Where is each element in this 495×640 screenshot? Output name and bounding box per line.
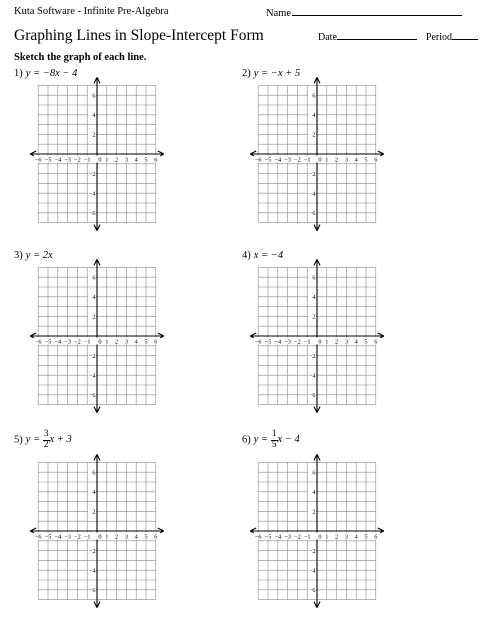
x-tick-label: −1 [83,533,91,541]
x-tick-label: −2 [74,156,81,164]
y-tick-label: 6 [92,469,96,477]
problem-number: 6) [242,434,251,446]
x-tick-label: 0 [98,156,102,164]
y-tick-label: −4 [308,190,316,198]
y-tick-label: −6 [308,392,316,400]
x-tick-label: 5 [144,156,148,164]
x-tick-label: 2 [335,156,339,164]
x-tick-label: −5 [264,156,272,164]
y-tick-label: −4 [88,567,96,575]
problem-number: 5) [14,434,23,446]
x-tick-label: 5 [144,533,148,541]
x-tick-label: −4 [274,338,282,346]
equation-lhs: y [25,68,31,79]
slope-fraction [43,430,50,450]
x-tick-label: 3 [344,533,348,541]
y-tick-label: −4 [88,372,96,380]
y-tick-label: −4 [308,372,316,380]
x-tick-label: 6 [154,533,158,541]
x-tick-label: 1 [325,338,329,346]
x-tick-label: −6 [254,338,262,346]
equation-lhs: x [253,250,259,261]
problem-3: 3) y = 2x [14,250,53,261]
problem-1: 1) y = −8x − 4 [14,68,78,79]
equation-rhs: x − 4 [277,434,300,446]
fraction-numerator: 3 [43,429,49,439]
equation-lhs: y [25,434,31,446]
x-tick-label: −6 [34,156,42,164]
x-tick-label: 0 [318,338,322,346]
x-tick-label: −3 [284,156,291,164]
x-tick-label: 5 [364,156,368,164]
y-tick-label: 2 [92,131,96,139]
graph-6[interactable] [253,465,381,605]
y-tick-label: 4 [312,489,316,497]
problem-number: 2) [242,68,251,79]
y-tick-label: −2 [88,352,96,360]
y-tick-label: 2 [92,313,96,321]
period-blank[interactable] [452,31,478,40]
page-title: Graphing Lines in Slope-Intercept Form [14,27,264,44]
fraction-numerator: 1 [271,429,277,439]
y-tick-label: 4 [92,112,96,120]
x-tick-label: 0 [98,338,102,346]
y-tick-label: −2 [308,352,316,360]
x-tick-label: −3 [64,338,71,346]
x-tick-label: −6 [254,533,262,541]
x-tick-label: 1 [105,338,109,346]
x-tick-label: −6 [34,338,42,346]
y-tick-label: −6 [88,210,96,218]
name-label: Name [266,8,292,19]
x-tick-label: −5 [264,338,272,346]
y-tick-label: 4 [312,294,316,302]
x-tick-label: −5 [44,533,52,541]
x-tick-label: 2 [115,533,119,541]
x-tick-label: 6 [374,156,378,164]
problem-2: 2) y = −x + 5 [242,68,301,79]
x-tick-label: 5 [364,338,368,346]
y-tick-label: 2 [312,131,316,139]
name-blank[interactable] [292,6,462,16]
x-tick-label: 2 [115,156,119,164]
y-tick-label: 2 [312,508,316,516]
slope-fraction [271,430,278,450]
date-label: Date [318,32,337,43]
equation-rhs: −x + 5 [270,68,301,79]
x-tick-label: 4 [134,156,138,164]
equation-lhs: y [253,434,259,446]
x-tick-label: −6 [34,533,42,541]
y-tick-label: 6 [92,274,96,282]
y-tick-label: 2 [92,508,96,516]
y-tick-label: −4 [308,567,316,575]
x-tick-label: 5 [144,338,148,346]
x-tick-label: 2 [115,338,119,346]
x-tick-label: 2 [335,338,339,346]
x-tick-label: −2 [294,156,301,164]
x-tick-label: 1 [105,156,109,164]
graph-5[interactable] [33,465,161,605]
x-tick-label: 0 [318,533,322,541]
y-tick-label: −4 [88,190,96,198]
x-tick-label: 3 [344,338,348,346]
y-tick-label: 6 [312,274,316,282]
x-tick-label: −1 [303,533,311,541]
equation-lhs: y [253,68,259,79]
x-tick-label: −5 [44,338,52,346]
name-field[interactable] [266,6,462,19]
fraction-denominator: 5 [271,439,277,450]
worksheet-source: Kuta Software - Infinite Pre-Algebra [14,6,169,17]
x-tick-label: 4 [134,338,138,346]
x-tick-label: 0 [318,156,322,164]
y-tick-label: −2 [88,547,96,555]
equation-lhs: y [25,250,31,261]
x-tick-label: −1 [303,156,311,164]
x-tick-label: 4 [134,533,138,541]
period-label: Period [425,32,452,43]
x-tick-label: 4 [354,533,358,541]
x-tick-label: −5 [264,533,272,541]
y-tick-label: 6 [312,92,316,100]
x-tick-label: −3 [64,156,71,164]
x-tick-label: 4 [354,338,358,346]
problem-number: 4) [242,250,251,261]
equation-rhs: 2x [42,250,53,261]
problem-number: 1) [14,68,23,79]
problem-number: 3) [14,250,23,261]
y-tick-label: −2 [308,547,316,555]
x-tick-label: 6 [154,338,158,346]
x-tick-label: 6 [374,338,378,346]
x-tick-label: 0 [98,533,102,541]
x-tick-label: 6 [154,156,158,164]
x-tick-label: −2 [294,533,301,541]
y-tick-label: −6 [308,587,316,595]
y-tick-label: −2 [308,170,316,178]
x-tick-label: 3 [124,338,128,346]
problem-6: 6) y = $\frac{1}{5}$ x − 4 [242,429,300,450]
y-tick-label: 6 [312,469,316,477]
x-tick-label: 1 [325,156,329,164]
x-tick-label: 3 [124,533,128,541]
x-tick-label: 2 [335,533,339,541]
y-tick-label: 4 [92,489,96,497]
y-tick-label: −2 [88,170,96,178]
x-tick-label: 1 [105,533,109,541]
x-tick-label: −3 [284,533,291,541]
instructions: Sketch the graph of each line. [14,52,147,63]
graph-2[interactable] [253,88,381,228]
graph-1[interactable] [33,88,161,228]
y-tick-label: −6 [88,392,96,400]
x-tick-label: −2 [74,338,81,346]
x-tick-label: −2 [294,338,301,346]
x-tick-label: 4 [354,156,358,164]
x-tick-label: −3 [284,338,291,346]
y-tick-label: −6 [88,587,96,595]
equation-rhs: −4 [270,250,284,261]
fraction-denominator: 2 [43,439,49,450]
x-tick-label: −3 [64,533,71,541]
date-period-fields [318,31,478,43]
x-tick-label: −5 [44,156,52,164]
x-tick-label: −4 [54,338,62,346]
x-tick-label: 6 [374,533,378,541]
y-tick-label: 2 [312,313,316,321]
x-tick-label: −1 [83,156,91,164]
graph-3[interactable] [33,270,161,410]
y-tick-label: 4 [312,112,316,120]
x-tick-label: −4 [54,533,62,541]
equation-rhs: −8x − 4 [42,68,78,79]
x-tick-label: 5 [364,533,368,541]
x-tick-label: −4 [54,156,62,164]
y-tick-label: 4 [92,294,96,302]
x-tick-label: −2 [74,533,81,541]
x-tick-label: −6 [254,156,262,164]
problem-5: 5) y = $\frac{3}{2}$ x + 3 [14,429,72,450]
x-tick-label: −1 [303,338,311,346]
equation-rhs: x + 3 [49,434,72,446]
x-tick-label: 3 [344,156,348,164]
x-tick-label: −4 [274,156,282,164]
y-tick-label: −6 [308,210,316,218]
problem-4: 4) x = −4 [242,250,284,261]
y-tick-label: 6 [92,92,96,100]
date-blank[interactable] [337,31,417,40]
x-tick-label: 3 [124,156,128,164]
graph-4[interactable] [253,270,381,410]
x-tick-label: 1 [325,533,329,541]
x-tick-label: −4 [274,533,282,541]
x-tick-label: −1 [83,338,91,346]
